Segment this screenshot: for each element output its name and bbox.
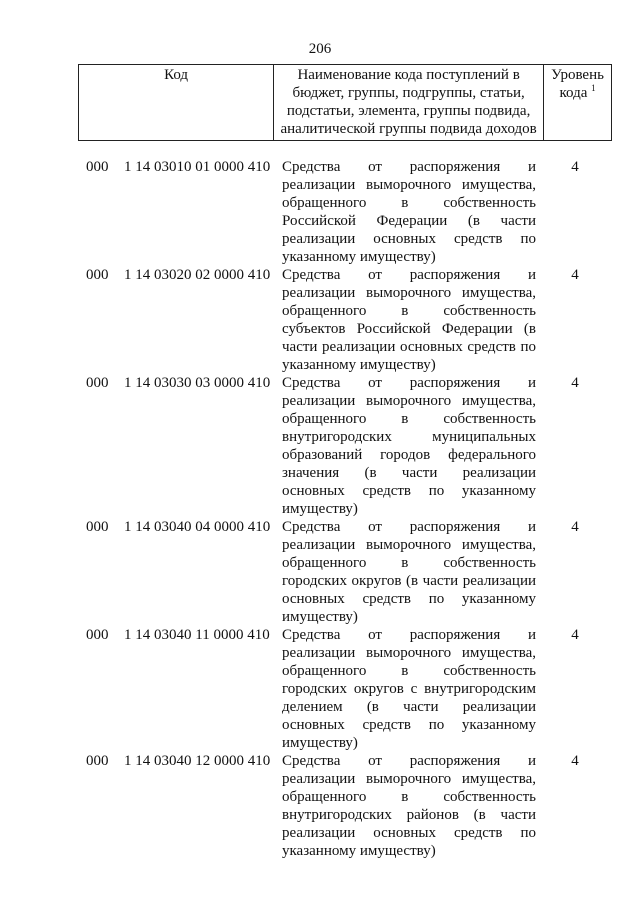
table-body (0, 158, 640, 860)
level-value: 4 (571, 159, 579, 175)
header-level-tail: а (580, 85, 588, 101)
footnote-marker: 1 (591, 83, 596, 93)
table-row (0, 626, 640, 752)
revenue-name: Средства от распоряжения и реализации выморочного имущества, обращенного в собственность внутригородских муниципальных образований городов федерального значения (в части реализации основных средств по указанному имуществу) (282, 375, 536, 517)
header-level (544, 65, 612, 141)
level-value: 4 (571, 375, 579, 391)
header-name: Наименование кода поступлений в бюджет, группы, подгруппы, статьи, подстатьи, элемента, группы подвида, аналитической группы подвида доходов (274, 65, 544, 141)
revenue-name: Средства от распоряжения и реализации выморочного имущества, обращенного в собственность внутригородских районов (в части реализации основных средств по указанному имуществу) (282, 753, 536, 859)
table-header (78, 64, 612, 141)
level-value: 4 (571, 627, 579, 643)
page-number: 206 (308, 41, 332, 57)
revenue-name: Средства от распоряжения и реализации выморочного имущества, обращенного в собственность городских округов с внутригородским делением (в части реализации основных средств по указанному имуществу) (282, 627, 536, 751)
level-value: 4 (571, 519, 579, 535)
table-row (0, 518, 640, 626)
admin-code: 000 (86, 627, 109, 643)
header-level-text: Уровень код (551, 67, 604, 101)
level-value: 4 (571, 753, 579, 769)
table-row (0, 752, 640, 860)
admin-code: 000 (86, 375, 109, 391)
table-row (0, 266, 640, 374)
revenue-code: 1 14 03040 04 0000 410 (124, 519, 271, 535)
level-value: 4 (571, 267, 579, 283)
revenue-name: Средства от распоряжения и реализации выморочного имущества, обращенного в собственность Российской Федерации (в части реализации основных средств по указанному имуществу) (282, 159, 536, 265)
revenue-code: 1 14 03040 12 0000 410 (124, 753, 271, 769)
admin-code: 000 (86, 159, 109, 175)
revenue-code: 1 14 03010 01 0000 410 (124, 159, 271, 175)
header-code: Код (79, 65, 274, 141)
revenue-name: Средства от распоряжения и реализации выморочного имущества, обращенного в собственность субъектов Российской Федерации (в части реализации основных средств по указанному имуществу) (282, 267, 536, 373)
table-row (0, 374, 640, 518)
revenue-code: 1 14 03030 03 0000 410 (124, 375, 271, 391)
admin-code: 000 (86, 519, 109, 535)
table-row (0, 158, 640, 266)
revenue-name: Средства от распоряжения и реализации выморочного имущества, обращенного в собственность городских округов (в части реализации основных средств по указанному имуществу) (282, 519, 536, 625)
revenue-code: 1 14 03040 11 0000 410 (124, 627, 270, 643)
admin-code: 000 (86, 753, 109, 769)
revenue-code: 1 14 03020 02 0000 410 (124, 267, 271, 283)
admin-code: 000 (86, 267, 109, 283)
